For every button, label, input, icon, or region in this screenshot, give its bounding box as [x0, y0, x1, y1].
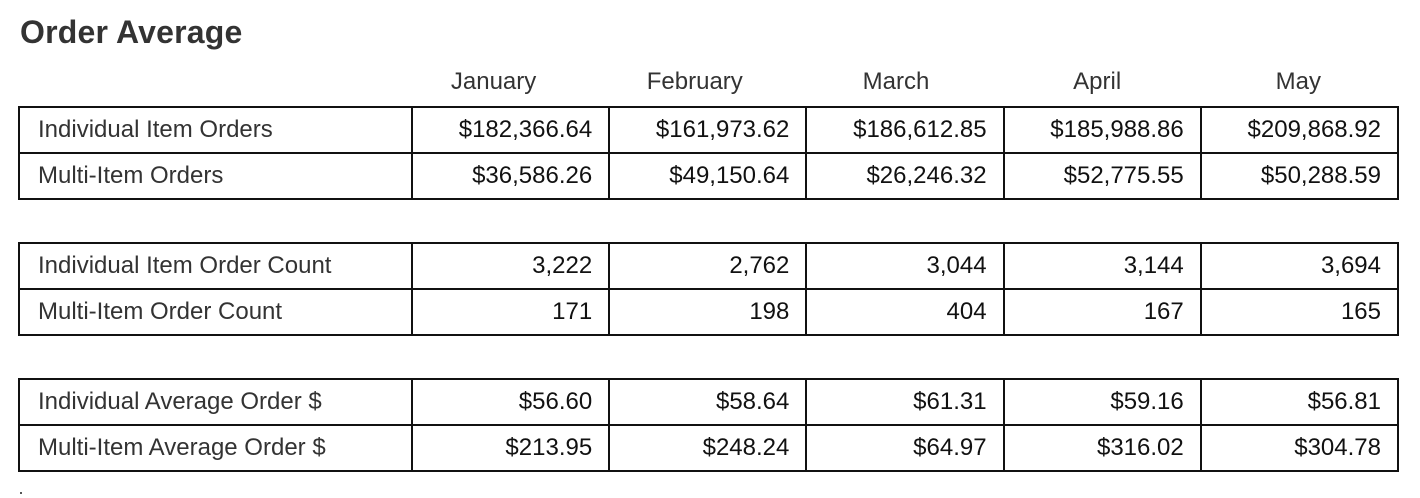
month-header-april: April [1073, 68, 1122, 95]
table-cell: $316.02 [1004, 425, 1201, 471]
month-header-row [393, 64, 1399, 100]
table-cell: $50,288.59 [1201, 153, 1398, 199]
table-cell: $36,586.26 [412, 153, 609, 199]
table-cell: $213.95 [412, 425, 609, 471]
table-cell: 167 [1004, 289, 1201, 335]
order-totals-table [18, 106, 1399, 200]
table-cell: $161,973.62 [609, 107, 806, 153]
month-header-january: January [450, 68, 537, 95]
table-cell: 404 [806, 289, 1003, 335]
table-cell: $209,868.92 [1201, 107, 1398, 153]
page-title: Order Average [20, 14, 243, 50]
table-cell: $61.31 [806, 379, 1003, 425]
table-cell: $182,366.64 [412, 107, 609, 153]
table-cell: $56.60 [412, 379, 609, 425]
table-cell: $58.64 [609, 379, 806, 425]
stray-dot [20, 492, 22, 494]
row-label: Individual Item Orders [19, 107, 412, 153]
table-cell: $248.24 [609, 425, 806, 471]
table-cell: $186,612.85 [806, 107, 1003, 153]
table-cell: 3,222 [412, 243, 609, 289]
table-cell: $56.81 [1201, 379, 1398, 425]
table-cell: 198 [609, 289, 806, 335]
row-label: Individual Item Order Count [19, 243, 412, 289]
row-label: Multi-Item Orders [19, 153, 412, 199]
row-label: Multi-Item Order Count [19, 289, 412, 335]
table-row [19, 153, 1398, 199]
table-cell: $185,988.86 [1004, 107, 1201, 153]
row-label: Individual Average Order $ [19, 379, 412, 425]
table-cell: 2,762 [609, 243, 806, 289]
month-header-march: March [862, 68, 930, 95]
month-header-may: May [1275, 68, 1322, 95]
table-cell: $64.97 [806, 425, 1003, 471]
table-row [19, 243, 1398, 289]
table-row [19, 425, 1398, 471]
table-row [19, 379, 1398, 425]
month-header-february: February [646, 68, 743, 95]
table-cell: 3,044 [806, 243, 1003, 289]
table-cell: $304.78 [1201, 425, 1398, 471]
table-cell: $49,150.64 [609, 153, 806, 199]
table-cell: $26,246.32 [806, 153, 1003, 199]
table-cell: 3,694 [1201, 243, 1398, 289]
order-count-table [18, 242, 1399, 336]
average-order-table [18, 378, 1399, 472]
table-cell: $52,775.55 [1004, 153, 1201, 199]
table-cell: 171 [412, 289, 609, 335]
table-row [19, 107, 1398, 153]
row-label: Multi-Item Average Order $ [19, 425, 412, 471]
table-cell: 165 [1201, 289, 1398, 335]
table-cell: $59.16 [1004, 379, 1201, 425]
table-cell: 3,144 [1004, 243, 1201, 289]
table-row [19, 289, 1398, 335]
